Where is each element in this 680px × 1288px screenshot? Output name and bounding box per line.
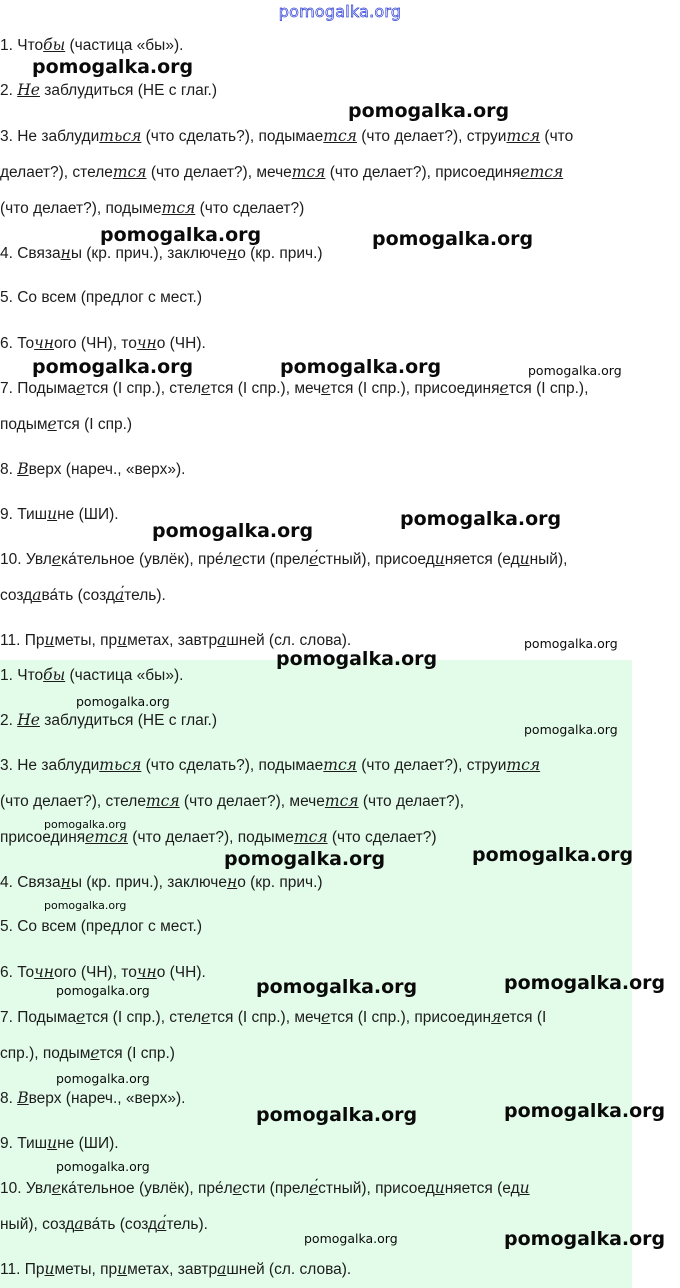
answer-text: сти (прел xyxy=(241,551,309,568)
underlined-spelling: Не xyxy=(17,81,40,99)
answer-text: ный), xyxy=(529,551,568,568)
underlined-spelling: е xyxy=(90,1044,100,1062)
underlined-spelling: тся xyxy=(291,163,326,181)
answer-text: о (кр. прич.) xyxy=(237,874,323,891)
answer-line xyxy=(0,1178,530,1199)
watermark: pomogalka.org xyxy=(100,224,262,246)
answer-text: верх (нареч., «верх»). xyxy=(28,461,186,478)
underlined-spelling: тся xyxy=(161,199,196,217)
underlined-spelling: е xyxy=(76,1008,86,1026)
answer-line xyxy=(0,333,206,354)
answer-line xyxy=(0,1214,208,1235)
answer-text: шней (сл. слова). xyxy=(226,1261,352,1278)
answer-line xyxy=(0,414,132,435)
watermark: pomogalka.org xyxy=(56,983,150,998)
underlined-spelling: чн xyxy=(136,334,157,352)
underlined-spelling: и xyxy=(519,1179,530,1197)
answer-text: о (ЧН). xyxy=(156,964,206,981)
underlined-spelling: н xyxy=(227,873,238,891)
underlined-spelling: ется xyxy=(520,163,564,181)
answer-text: подым xyxy=(0,416,48,433)
answer-text: 9. Тиш xyxy=(0,506,48,523)
answer-text: шней (сл. слова). xyxy=(226,632,352,649)
answer-text: (что сделать?), подымае xyxy=(141,757,324,774)
underlined-spelling: тся xyxy=(293,828,328,846)
underlined-spelling: ться xyxy=(99,756,142,774)
answer-line xyxy=(0,962,206,983)
answer-text: ого (ЧН), то xyxy=(53,964,137,981)
answer-text: ы (кр. прич.), заключе xyxy=(70,874,227,891)
watermark: pomogalka.org xyxy=(400,508,562,530)
watermark: pomogalka.org xyxy=(256,976,418,998)
answer-text: ка́тельное (увлёк), пре́л xyxy=(60,1180,233,1197)
answer-line xyxy=(0,710,217,731)
answer-line xyxy=(0,1088,185,1109)
underlined-spelling: ется xyxy=(85,828,128,846)
answer-text: (частица «бы»). xyxy=(65,667,184,684)
watermark: pomogalka.org xyxy=(44,899,127,912)
answer-text: тся (I спр.), присоедин xyxy=(330,1009,492,1026)
watermark: pomogalka.org xyxy=(504,972,666,994)
answer-text: (что делает?), xyxy=(358,793,465,810)
answer-text: созд xyxy=(0,587,33,604)
answer-text: 8. xyxy=(0,1090,18,1107)
answer-text: спр.), подым xyxy=(0,1045,91,1062)
underlined-spelling: н xyxy=(60,244,71,262)
underlined-spelling: чн xyxy=(34,334,54,352)
answer-text: 5. Со всем (предлог с мест.) xyxy=(0,918,202,935)
underlined-spelling: тся xyxy=(506,756,541,774)
underlined-spelling: е xyxy=(321,379,331,397)
answer-text: 9. Тиш xyxy=(0,1135,48,1152)
answer-line xyxy=(0,459,185,480)
underlined-spelling: и xyxy=(47,505,58,523)
underlined-spelling: н xyxy=(227,244,238,262)
answer-line xyxy=(0,755,540,776)
answer-text: (что делает?), стеле xyxy=(0,793,146,810)
watermark: pomogalka.org xyxy=(372,228,534,250)
answer-text: 6. То xyxy=(0,335,35,352)
answer-text: (что делает?), подыме xyxy=(0,200,162,217)
answer-text: меты, пр xyxy=(54,632,118,649)
underlined-spelling: е xyxy=(76,379,86,397)
answer-text: (что делает?), мече xyxy=(146,164,292,181)
underlined-spelling: е xyxy=(499,379,509,397)
watermark: pomogalka.org xyxy=(280,356,442,378)
answer-text: (что делает?), струи xyxy=(356,128,507,145)
answer-text: 8. xyxy=(0,461,18,478)
answer-line xyxy=(0,549,567,570)
answer-text: не (ШИ). xyxy=(57,1135,119,1152)
answer-line xyxy=(0,1007,546,1028)
answer-text: 2. xyxy=(0,82,18,99)
watermark: pomogalka.org xyxy=(304,1231,398,1246)
answer-text: 4. Связа xyxy=(0,245,61,262)
answer-line xyxy=(0,126,573,147)
answer-text: 5. Со всем (предлог с мест.) xyxy=(0,289,202,306)
underlined-spelling: тся xyxy=(324,792,359,810)
answer-text: 6. То xyxy=(0,964,35,981)
underlined-spelling: а xyxy=(217,631,227,649)
underlined-spelling: и xyxy=(44,631,55,649)
answer-text: ется (I xyxy=(501,1009,547,1026)
answer-line xyxy=(0,665,183,686)
answer-text: (что делает?), струи xyxy=(356,757,507,774)
answer-line xyxy=(0,504,119,525)
underlined-spelling: а xyxy=(217,1260,227,1278)
underlined-spelling: е xyxy=(201,379,211,397)
answer-text: тся (I спр.), стел xyxy=(85,380,202,397)
underlined-spelling: е xyxy=(47,415,57,433)
underlined-spelling: и xyxy=(47,1134,58,1152)
watermark: pomogalka.org xyxy=(56,1071,150,1086)
answer-text: няется (ед xyxy=(444,1180,520,1197)
watermark: pomogalka.org xyxy=(32,56,194,78)
answer-text: ́тель). xyxy=(124,587,166,604)
answer-text: ́стный), присоед xyxy=(318,551,435,568)
answer-text: тся (I спр.), стел xyxy=(85,1009,202,1026)
underlined-spelling: и xyxy=(44,1260,55,1278)
answer-text: ́стный), присоед xyxy=(318,1180,435,1197)
underlined-spelling: В xyxy=(17,1089,29,1107)
underlined-spelling: а xyxy=(114,586,125,604)
answer-line xyxy=(0,585,166,606)
answer-text: ный), созд xyxy=(0,1216,75,1233)
answer-text: ва́ть (созд xyxy=(41,587,115,604)
underlined-spelling: е xyxy=(51,550,61,568)
site-link[interactable]: pomogalka.org xyxy=(278,2,402,21)
answer-text: тся (I спр.), меч xyxy=(210,380,322,397)
answer-text: тся (I спр.), присоединя xyxy=(330,380,500,397)
answer-text: тся (I спр.), xyxy=(508,380,589,397)
answer-text: (что сделает?) xyxy=(327,829,437,846)
answer-text: тся (I спр.), меч xyxy=(210,1009,322,1026)
underlined-spelling: и xyxy=(519,550,530,568)
answer-line xyxy=(0,1043,175,1064)
answer-text: няется (ед xyxy=(444,551,520,568)
watermark: pomogalka.org xyxy=(528,363,622,378)
watermark: pomogalka.org xyxy=(32,356,194,378)
answer-line xyxy=(0,35,183,56)
answer-line xyxy=(0,288,202,308)
answer-text: делает?), стеле xyxy=(0,164,113,181)
watermark: pomogalka.org xyxy=(76,694,170,709)
answer-text: заблудиться (НЕ с глаг.) xyxy=(39,712,218,729)
answer-text: сти (прел xyxy=(241,1180,309,1197)
watermark: pomogalka.org xyxy=(256,1104,418,1126)
answer-text: 7. Подыма xyxy=(0,1009,77,1026)
answer-text: тся (I спр.) xyxy=(99,1045,175,1062)
watermark: pomogalka.org xyxy=(152,520,314,542)
answer-line xyxy=(0,791,464,812)
answer-text: о (кр. прич.) xyxy=(237,245,323,262)
underlined-spelling: е xyxy=(201,1008,211,1026)
answer-text: о (ЧН). xyxy=(156,335,206,352)
answer-text: заблудиться (НЕ с глаг.) xyxy=(39,82,218,99)
underlined-spelling: н xyxy=(60,873,71,891)
answer-line xyxy=(0,1259,351,1280)
watermark: pomogalka.org xyxy=(276,648,438,670)
answer-text: (что делает?), присоединя xyxy=(325,164,521,181)
answer-line xyxy=(0,80,217,101)
answer-line xyxy=(0,917,202,937)
answer-text: (что сделать?), подымае xyxy=(141,128,324,145)
watermark: pomogalka.org xyxy=(348,100,510,122)
underlined-spelling: чн xyxy=(136,963,157,981)
underlined-spelling: е xyxy=(232,1179,242,1197)
underlined-spelling: тся xyxy=(323,756,357,774)
answer-text: 10. Увл xyxy=(0,1180,52,1197)
answer-line xyxy=(0,872,323,893)
watermark: pomogalka.org xyxy=(504,1228,666,1250)
underlined-spelling: е xyxy=(232,550,242,568)
watermark: pomogalka.org xyxy=(472,844,634,866)
underlined-spelling: е xyxy=(51,1179,61,1197)
answer-text: 1. Что xyxy=(0,667,44,684)
watermark: pomogalka.org xyxy=(56,1159,150,1174)
watermark: pomogalka.org xyxy=(224,848,386,870)
answer-text: 2. xyxy=(0,712,18,729)
answer-text: ы (кр. прич.), заключе xyxy=(70,245,227,262)
answer-text: (что xyxy=(540,128,574,145)
underlined-spelling: а xyxy=(32,586,42,604)
underlined-spelling: тся xyxy=(506,127,541,145)
answer-text: 11. Пр xyxy=(0,1261,45,1278)
underlined-spelling: я xyxy=(491,1008,502,1026)
answer-line xyxy=(0,378,588,399)
answer-line xyxy=(0,243,323,264)
watermark: pomogalka.org xyxy=(504,1100,666,1122)
answer-text: верх (нареч., «верх»). xyxy=(28,1090,186,1107)
answer-text: присоединя xyxy=(0,829,86,846)
answer-text: 11. Пр xyxy=(0,632,45,649)
watermark: pomogalka.org xyxy=(524,636,618,651)
answer-text: ка́тельное (увлёк), пре́л xyxy=(60,551,233,568)
answer-text: 1. Что xyxy=(0,37,44,54)
answer-text: 4. Связа xyxy=(0,874,61,891)
answer-text: 7. Подыма xyxy=(0,380,77,397)
answer-text: ва́ть (созд xyxy=(83,1216,158,1233)
answer-text: (частица «бы»). xyxy=(65,37,184,54)
answer-text: метах, завтр xyxy=(127,1261,218,1278)
answer-text: (что делает?), подыме xyxy=(127,829,294,846)
underlined-spelling: тся xyxy=(323,127,357,145)
answer-text: тся (I спр.) xyxy=(56,416,133,433)
answer-text: 3. Не заблуди xyxy=(0,128,100,145)
answer-text: ́тель). xyxy=(166,1216,208,1233)
answer-text: (что делает?), мече xyxy=(179,793,325,810)
answer-text: ого (ЧН), то xyxy=(53,335,137,352)
answer-text: 10. Увл xyxy=(0,551,52,568)
answer-line xyxy=(0,1133,119,1154)
watermark: pomogalka.org xyxy=(44,818,127,831)
watermark: pomogalka.org xyxy=(524,722,618,737)
underlined-spelling: а xyxy=(157,1215,167,1233)
underlined-spelling: е xyxy=(308,550,319,568)
underlined-spelling: а xyxy=(74,1215,84,1233)
answer-text: 3. Не заблуди xyxy=(0,757,100,774)
underlined-spelling: бы xyxy=(43,36,66,54)
underlined-spelling: ться xyxy=(99,127,142,145)
underlined-spelling: и xyxy=(117,1260,128,1278)
underlined-spelling: тся xyxy=(145,792,180,810)
answer-text: метах, завтр xyxy=(127,632,218,649)
underlined-spelling: е xyxy=(321,1008,331,1026)
answer-text: не (ШИ). xyxy=(57,506,119,523)
underlined-spelling: В xyxy=(17,460,29,478)
underlined-spelling: и xyxy=(117,631,128,649)
answer-line xyxy=(0,162,563,183)
underlined-spelling: и xyxy=(434,1179,445,1197)
underlined-spelling: тся xyxy=(112,163,147,181)
underlined-spelling: бы xyxy=(43,666,66,684)
underlined-spelling: и xyxy=(434,550,445,568)
answer-text: меты, пр xyxy=(54,1261,118,1278)
underlined-spelling: е xyxy=(308,1179,319,1197)
answer-line xyxy=(0,198,304,219)
underlined-spelling: Не xyxy=(17,711,40,729)
answer-text: (что сделает?) xyxy=(195,200,305,217)
underlined-spelling: чн xyxy=(34,963,54,981)
